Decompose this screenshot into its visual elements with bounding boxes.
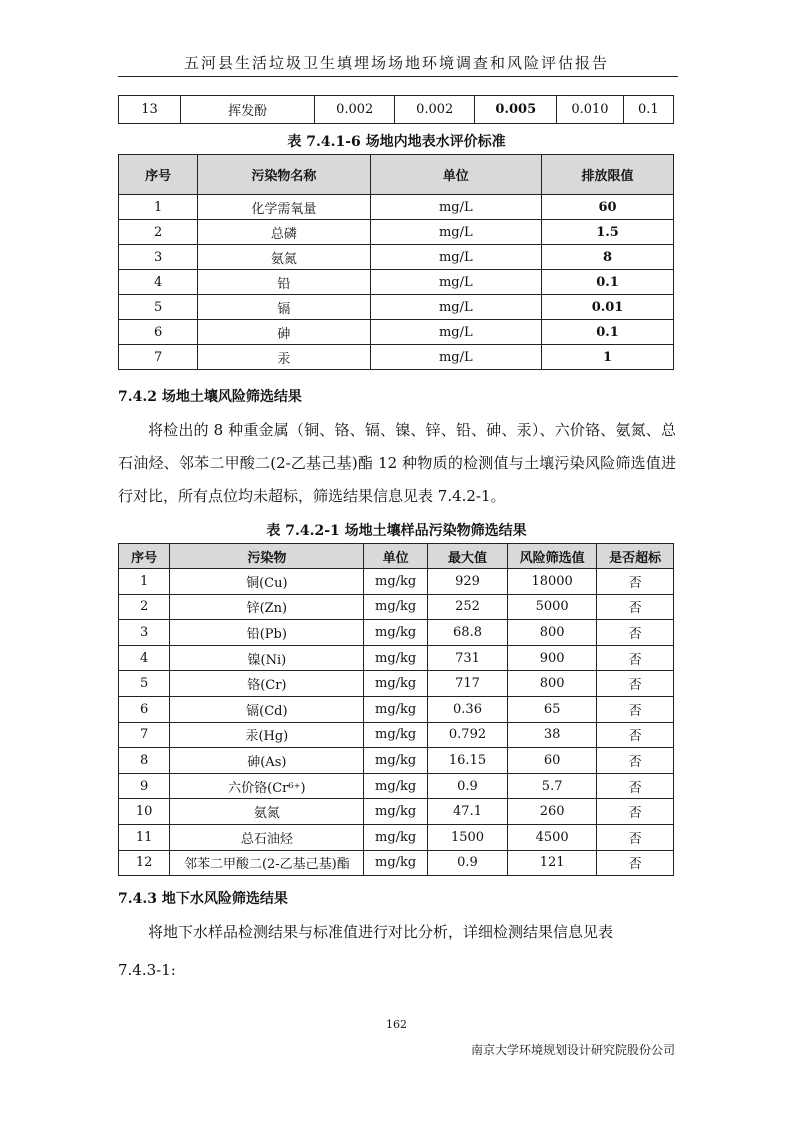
table-cell: 1 <box>542 345 674 370</box>
table-cell: 否 <box>597 748 674 774</box>
table-row <box>119 96 674 124</box>
table-cell: 3 <box>119 245 198 270</box>
table-row <box>119 220 674 245</box>
table-row <box>119 345 674 370</box>
table-cell: 否 <box>597 722 674 748</box>
table-cell: 7 <box>119 345 198 370</box>
table-cell: 0.792 <box>427 722 507 748</box>
table-cell: 1500 <box>427 824 507 850</box>
soil-screening-table <box>118 543 674 876</box>
table-cell: 0.002 <box>315 96 395 124</box>
table-cell: 0.005 <box>475 96 557 124</box>
table-cell: mg/L <box>370 345 542 370</box>
column-header: 序号 <box>119 544 170 569</box>
table-cell: 60 <box>508 748 597 774</box>
table-cell: 3 <box>119 620 170 646</box>
table-caption-surface-water: 表 7.4.1-6 场地内地表水评价标准 <box>287 134 506 150</box>
table-cell: 4 <box>119 270 198 295</box>
table-row <box>119 195 674 220</box>
table-cell: 731 <box>427 645 507 671</box>
table-cell: mg/L <box>370 245 542 270</box>
table-cell: 邻苯二甲酸二(2-乙基己基)酯 <box>170 850 364 876</box>
table-header-row <box>119 544 674 569</box>
table-row <box>119 645 674 671</box>
table-cell: 0.9 <box>427 773 507 799</box>
table-cell: 68.8 <box>427 620 507 646</box>
section-heading-7-4-2: 7.4.2 场地土壤风险筛选结果 <box>118 389 302 405</box>
table-cell: 否 <box>597 773 674 799</box>
table-cell: 0.1 <box>623 96 673 124</box>
table-cell: 800 <box>508 671 597 697</box>
header-rule <box>118 76 678 77</box>
table-cell: 否 <box>597 671 674 697</box>
table-cell: 0.1 <box>542 270 674 295</box>
table-row <box>119 270 674 295</box>
table-cell: 六价铬(Cr⁶⁺) <box>170 773 364 799</box>
table-cell: 镉 <box>198 295 370 320</box>
column-header: 排放限值 <box>542 155 674 195</box>
table-cell: 0.010 <box>557 96 623 124</box>
table-row <box>119 696 674 722</box>
table-cell: 化学需氧量 <box>198 195 370 220</box>
table-row <box>119 245 674 270</box>
table-row <box>119 295 674 320</box>
table-cell: mg/kg <box>364 850 428 876</box>
table-cell: mg/kg <box>364 645 428 671</box>
section-7-4-3-paragraph-line1: 将地下水样品检测结果与标准值进行对比分析，详细检测结果信息见表 <box>148 923 614 941</box>
table-cell: 929 <box>427 569 507 595</box>
table-cell: 氨氮 <box>198 245 370 270</box>
table-cell: 65 <box>508 696 597 722</box>
table-cell: 否 <box>597 645 674 671</box>
table-cell: mg/kg <box>364 824 428 850</box>
table-cell: 8 <box>119 748 170 774</box>
table-cell: 镍(Ni) <box>170 645 364 671</box>
table-cell: 氨氮 <box>170 799 364 825</box>
table-row <box>119 722 674 748</box>
table-caption-soil-screening: 表 7.4.2-1 场地土壤样品污染物筛选结果 <box>266 523 527 539</box>
table-cell: mg/kg <box>364 620 428 646</box>
table-cell: 否 <box>597 696 674 722</box>
table-row <box>119 799 674 825</box>
table-cell: 汞(Hg) <box>170 722 364 748</box>
table-cell: 38 <box>508 722 597 748</box>
table-cell: mg/L <box>370 270 542 295</box>
column-header: 序号 <box>119 155 198 195</box>
table-row <box>119 850 674 876</box>
table-cell: mg/kg <box>364 773 428 799</box>
table-cell: 1 <box>119 195 198 220</box>
table-row <box>119 620 674 646</box>
column-header: 污染物名称 <box>198 155 370 195</box>
table-row <box>119 594 674 620</box>
table-cell: 12 <box>119 850 170 876</box>
table-cell: 18000 <box>508 569 597 595</box>
table-cell: 4500 <box>508 824 597 850</box>
table-cell: 铅 <box>198 270 370 295</box>
table-cell: 121 <box>508 850 597 876</box>
column-header: 单位 <box>364 544 428 569</box>
table-cell: 7 <box>119 722 170 748</box>
table-cell: mg/L <box>370 320 542 345</box>
table-cell: mg/L <box>370 220 542 245</box>
table-cell: mg/kg <box>364 799 428 825</box>
table-cell: 11 <box>119 824 170 850</box>
table-cell: mg/kg <box>364 569 428 595</box>
table-cell: mg/L <box>370 195 542 220</box>
footer-organization: 南京大学环境规划设计研究院股份公司 <box>470 1043 675 1057</box>
table-cell: 0.36 <box>427 696 507 722</box>
table-cell: 铬(Cr) <box>170 671 364 697</box>
table-cell: mg/kg <box>364 671 428 697</box>
column-header: 最大值 <box>427 544 507 569</box>
table-cell: 否 <box>597 620 674 646</box>
table-cell: 否 <box>597 850 674 876</box>
table-cell: mg/L <box>370 295 542 320</box>
table-cell: 6 <box>119 320 198 345</box>
table-cell: 否 <box>597 799 674 825</box>
table-row <box>119 824 674 850</box>
table-cell: 13 <box>119 96 181 124</box>
table-cell: mg/kg <box>364 594 428 620</box>
table-cell: mg/kg <box>364 748 428 774</box>
table-cell: 252 <box>427 594 507 620</box>
table-row <box>119 773 674 799</box>
column-header: 风险筛选值 <box>508 544 597 569</box>
table-cell: 铅(Pb) <box>170 620 364 646</box>
table-cell: 47.1 <box>427 799 507 825</box>
table-cell: 9 <box>119 773 170 799</box>
page-header-title: 五河县生活垃圾卫生填埋场场地环境调查和风险评估报告 <box>183 54 609 72</box>
table-cell: 6 <box>119 696 170 722</box>
column-header: 单位 <box>370 155 542 195</box>
table-row <box>119 748 674 774</box>
page-number: 162 <box>386 1018 407 1031</box>
table-cell: 5 <box>119 295 198 320</box>
table-cell: 1 <box>119 569 170 595</box>
column-header: 是否超标 <box>597 544 674 569</box>
table-cell: 8 <box>542 245 674 270</box>
table-cell: 60 <box>542 195 674 220</box>
table-cell: 砷(As) <box>170 748 364 774</box>
table-cell: 总磷 <box>198 220 370 245</box>
section-7-4-3-paragraph-line2: 7.4.3-1: <box>118 961 176 979</box>
table-cell: 否 <box>597 594 674 620</box>
table-cell: 260 <box>508 799 597 825</box>
table-row <box>119 671 674 697</box>
column-header: 污染物 <box>170 544 364 569</box>
table-cell: 900 <box>508 645 597 671</box>
surface-water-standard-table <box>118 154 674 370</box>
table-cell: 1.5 <box>542 220 674 245</box>
table-cell: 砷 <box>198 320 370 345</box>
carry-over-table <box>118 95 674 124</box>
table-cell: 2 <box>119 220 198 245</box>
table-cell: 10 <box>119 799 170 825</box>
table-cell: 4 <box>119 645 170 671</box>
section-heading-7-4-3: 7.4.3 地下水风险筛选结果 <box>118 891 288 907</box>
table-cell: mg/kg <box>364 696 428 722</box>
table-cell: 717 <box>427 671 507 697</box>
table-cell: 镉(Cd) <box>170 696 364 722</box>
table-cell: 5.7 <box>508 773 597 799</box>
table-cell: 汞 <box>198 345 370 370</box>
table-cell: 800 <box>508 620 597 646</box>
table-cell: 铜(Cu) <box>170 569 364 595</box>
table-row <box>119 569 674 595</box>
table-cell: 0.01 <box>542 295 674 320</box>
table-cell: mg/kg <box>364 722 428 748</box>
table-cell: 锌(Zn) <box>170 594 364 620</box>
table-cell: 挥发酚 <box>180 96 314 124</box>
section-7-4-2-paragraph: 将检出的 8 种重金属（铜、铬、镉、镍、锌、铅、砷、汞）、六价铬、氨氮、总石油烃、邻苯二甲酸二(2-乙基己基)酯 12 种物质的检测值与土壤污染风险筛选值进行对比，所有点位均未超标，筛选结果信息见表 7.4.2-1。 <box>118 421 676 505</box>
table-cell: 否 <box>597 824 674 850</box>
table-header-row <box>119 155 674 195</box>
table-cell: 0.9 <box>427 850 507 876</box>
table-cell: 5000 <box>508 594 597 620</box>
table-cell: 否 <box>597 569 674 595</box>
table-cell: 5 <box>119 671 170 697</box>
table-cell: 0.002 <box>395 96 475 124</box>
table-cell: 总石油烃 <box>170 824 364 850</box>
table-cell: 16.15 <box>427 748 507 774</box>
table-cell: 2 <box>119 594 170 620</box>
table-row <box>119 320 674 345</box>
table-cell: 0.1 <box>542 320 674 345</box>
